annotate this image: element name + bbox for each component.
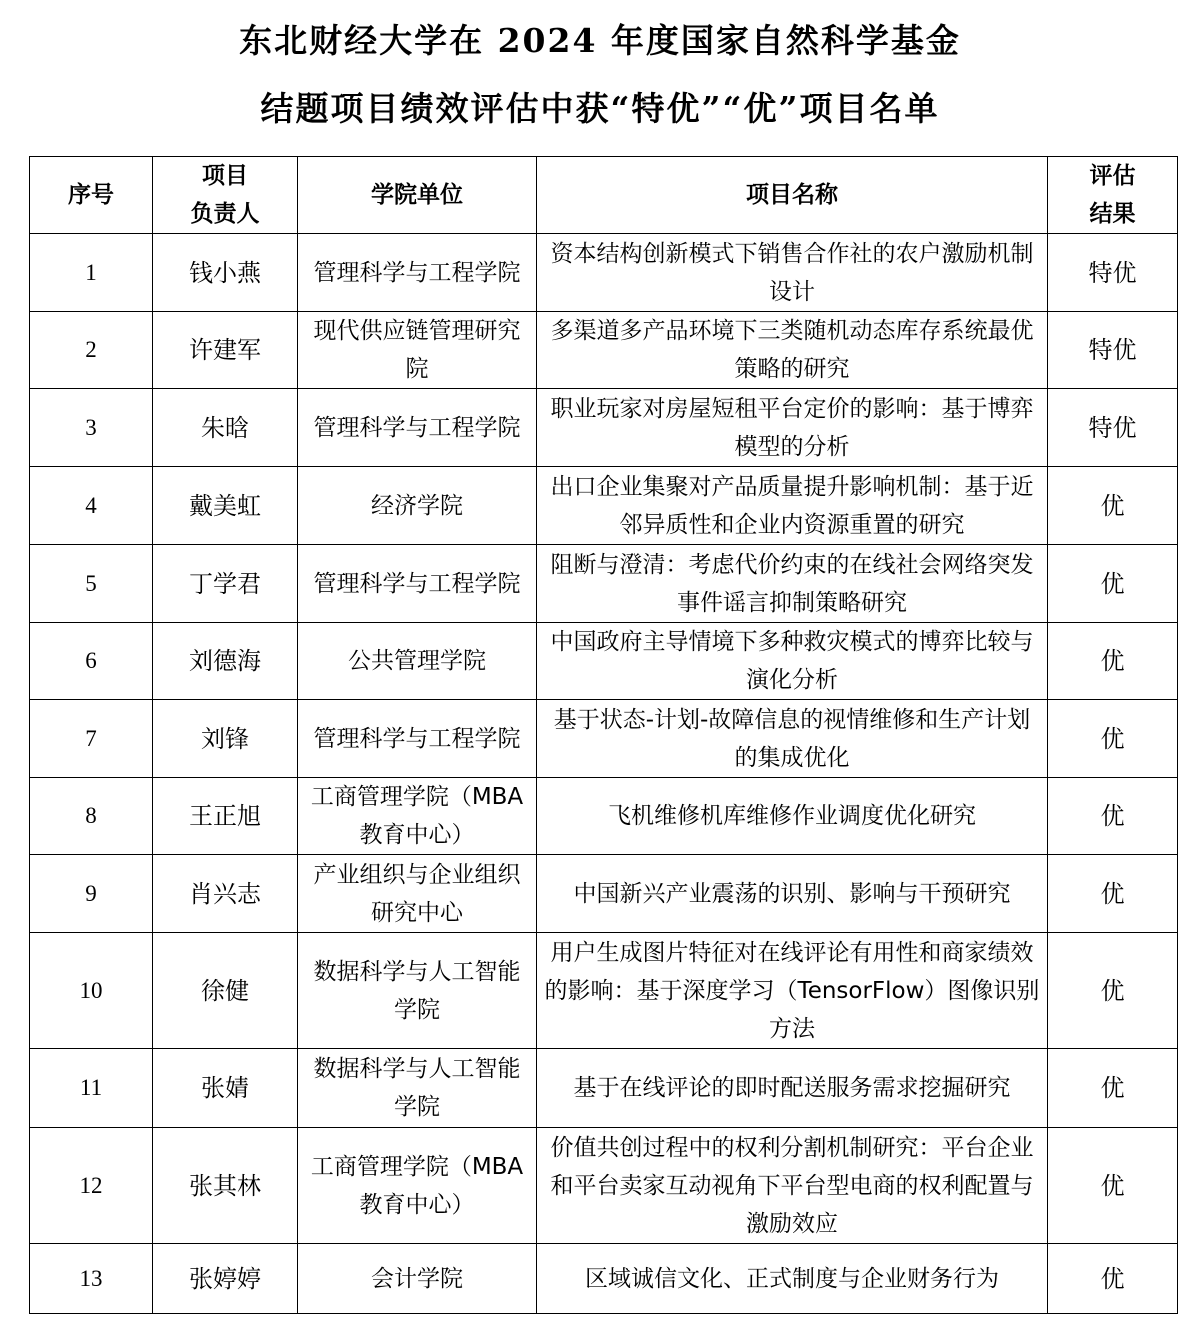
cell-result: 优 [1048, 778, 1178, 855]
cell-seq: 11 [30, 1049, 153, 1128]
table-row [30, 312, 1178, 389]
table-header-row [30, 157, 1178, 234]
cell-leader: 许建军 [153, 312, 298, 389]
table-row [30, 623, 1178, 700]
document-title-line2: 结题项目绩效评估中获“特优”“优”项目名单 [260, 89, 940, 128]
cell-college: 管理科学与工程学院 [298, 389, 537, 467]
cell-result: 优 [1048, 1244, 1178, 1314]
cell-seq: 12 [30, 1128, 153, 1244]
table-row [30, 234, 1178, 312]
cell-project: 基于状态-计划-故障信息的视情维修和生产计划的集成优化 [537, 700, 1048, 778]
cell-leader: 丁学君 [153, 545, 298, 623]
cell-seq: 1 [30, 234, 153, 312]
header-project: 项目名称 [537, 157, 1048, 234]
cell-leader: 肖兴志 [153, 855, 298, 933]
cell-college: 管理科学与工程学院 [298, 234, 537, 312]
cell-seq: 2 [30, 312, 153, 389]
cell-college: 经济学院 [298, 467, 537, 545]
cell-seq: 10 [30, 933, 153, 1049]
cell-seq: 5 [30, 545, 153, 623]
cell-project: 阻断与澄清：考虑代价约束的在线社会网络突发事件谣言抑制策略研究 [537, 545, 1048, 623]
cell-seq: 7 [30, 700, 153, 778]
cell-college: 管理科学与工程学院 [298, 545, 537, 623]
cell-leader: 钱小燕 [153, 234, 298, 312]
document-title-line1: 东北财经大学在 2024 年度国家自然科学基金 [239, 21, 961, 60]
cell-leader: 张婷婷 [153, 1244, 298, 1314]
header-result-line1: 评估 [1089, 163, 1136, 189]
cell-college: 现代供应链管理研究院 [298, 312, 537, 389]
table-body [30, 234, 1178, 1314]
header-seq: 序号 [30, 157, 153, 234]
cell-result: 优 [1048, 933, 1178, 1049]
table-row [30, 389, 1178, 467]
cell-leader: 戴美虹 [153, 467, 298, 545]
header-result [1048, 157, 1178, 234]
cell-college: 工商管理学院（MBA教育中心） [298, 1128, 537, 1244]
cell-project: 区域诚信文化、正式制度与企业财务行为 [537, 1244, 1048, 1314]
cell-college: 数据科学与人工智能学院 [298, 933, 537, 1049]
cell-college: 管理科学与工程学院 [298, 700, 537, 778]
table-row [30, 933, 1178, 1049]
cell-leader: 张婧 [153, 1049, 298, 1128]
cell-college: 数据科学与人工智能学院 [298, 1049, 537, 1128]
header-result-line2: 结果 [1089, 201, 1136, 227]
cell-result: 优 [1048, 1128, 1178, 1244]
cell-leader: 刘德海 [153, 623, 298, 700]
table-row [30, 700, 1178, 778]
cell-result: 优 [1048, 467, 1178, 545]
cell-project: 价值共创过程中的权利分割机制研究：平台企业和平台卖家互动视角下平台型电商的权利配置与激励效应 [537, 1128, 1048, 1244]
cell-college: 工商管理学院（MBA教育中心） [298, 778, 537, 855]
table-row [30, 467, 1178, 545]
cell-seq: 6 [30, 623, 153, 700]
table-row [30, 1244, 1178, 1314]
cell-seq: 8 [30, 778, 153, 855]
cell-project: 飞机维修机库维修作业调度优化研究 [537, 778, 1048, 855]
cell-project: 多渠道多产品环境下三类随机动态库存系统最优策略的研究 [537, 312, 1048, 389]
cell-project: 资本结构创新模式下销售合作社的农户激励机制设计 [537, 234, 1048, 312]
cell-project: 中国新兴产业震荡的识别、影响与干预研究 [537, 855, 1048, 933]
header-leader-line1: 项目 [202, 163, 248, 189]
header-leader [153, 157, 298, 234]
cell-leader: 王正旭 [153, 778, 298, 855]
header-leader-line2: 负责人 [190, 201, 260, 227]
cell-college: 产业组织与企业组织研究中心 [298, 855, 537, 933]
cell-college: 会计学院 [298, 1244, 537, 1314]
table-row [30, 1049, 1178, 1128]
cell-college: 公共管理学院 [298, 623, 537, 700]
project-list-table [29, 156, 1178, 1314]
cell-project: 中国政府主导情境下多种救灾模式的博弈比较与演化分析 [537, 623, 1048, 700]
cell-leader: 徐健 [153, 933, 298, 1049]
cell-result: 特优 [1048, 234, 1178, 312]
cell-leader: 朱晗 [153, 389, 298, 467]
header-college: 学院单位 [298, 157, 537, 234]
cell-project: 职业玩家对房屋短租平台定价的影响：基于博弈模型的分析 [537, 389, 1048, 467]
table-row [30, 545, 1178, 623]
table-row [30, 778, 1178, 855]
cell-project: 用户生成图片特征对在线评论有用性和商家绩效的影响：基于深度学习（TensorFlow）图像识别方法 [537, 933, 1048, 1049]
cell-result: 特优 [1048, 389, 1178, 467]
cell-seq: 9 [30, 855, 153, 933]
cell-result: 优 [1048, 1049, 1178, 1128]
cell-result: 优 [1048, 623, 1178, 700]
cell-seq: 4 [30, 467, 153, 545]
cell-result: 优 [1048, 700, 1178, 778]
table-row [30, 1128, 1178, 1244]
table-row [30, 855, 1178, 933]
cell-seq: 13 [30, 1244, 153, 1314]
cell-project: 出口企业集聚对产品质量提升影响机制：基于近邻异质性和企业内资源重置的研究 [537, 467, 1048, 545]
cell-result: 优 [1048, 545, 1178, 623]
cell-project: 基于在线评论的即时配送服务需求挖掘研究 [537, 1049, 1048, 1128]
cell-seq: 3 [30, 389, 153, 467]
cell-leader: 刘锋 [153, 700, 298, 778]
cell-result: 特优 [1048, 312, 1178, 389]
cell-result: 优 [1048, 855, 1178, 933]
cell-leader: 张其林 [153, 1128, 298, 1244]
